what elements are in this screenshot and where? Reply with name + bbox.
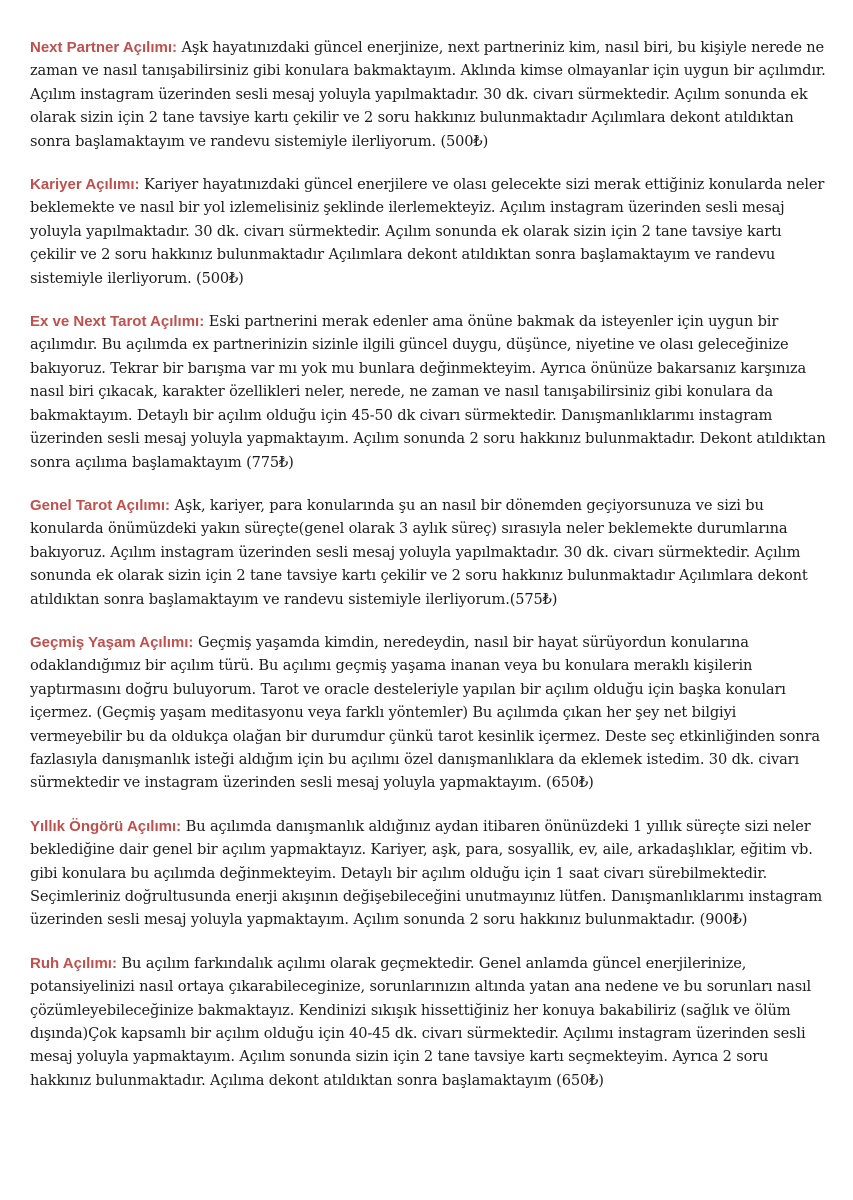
section-body: Aşk, kariyer, para konularında şu an nasıl bir dönemden geçiyorsunuza ve sizi bu konularda önümüzdeki yakın süreçte(genel olarak 3 aylık süreç) sırasıyla neler beklemekte durumlarına bakıyoruz. Açılım instagram üzerinden sesli mesaj yoluyla yapılmaktadır. 30 dk. civarı sürmektedir. Açılım sonunda ek olarak sizin için 2 tane tavsiye kartı çekilir ve 2 soru hakkınız bulunmaktadır Açılımlara dekont atıldıktan sonra başlamaktayım ve randevu sistemiyle ilerliyorum.(575₺) — [30, 496, 808, 608]
document-page — [30, 36, 830, 1112]
section-ruh — [30, 952, 830, 1092]
section-body: Aşk hayatınızdaki güncel enerjinize, next partneriniz kim, nasıl biri, bu kişiyle nerede ne zaman ve nasıl tanışabilirsiniz gibi konulara bakmaktayım. Aklında kimse olmayanlar için uygun bir açılımdır. Açılım instagram üzerinden sesli mesaj yoluyla yapılmaktadır. 30 dk. civarı sürmektedir. Açılım sonunda ek olarak sizin için 2 tane tavsiye kartı çekilir ve 2 soru hakkınız bulunmaktadır Açılımlara dekont atıldıktan sonra başlamaktayım ve randevu sistemiyle ilerliyorum. (500₺) — [30, 39, 826, 150]
section-title: Kariyer Açılımı: — [30, 176, 140, 194]
section-title: Yıllık Öngörü Açılımı: — [30, 817, 182, 835]
section-next-partner — [30, 36, 830, 153]
section-genel-tarot — [30, 494, 830, 611]
section-yillik-ongoru — [30, 815, 830, 932]
section-title: Geçmiş Yaşam Açılımı: — [30, 633, 194, 651]
section-body: Geçmiş yaşamda kimdin, neredeydin, nasıl bir hayat sürüyordun konularına odaklandığımız bir açılım türü. Bu açılımı geçmiş yaşama inanan veya bu konulara meraklı kişilerin yaptırmasını doğru buluyorum. Tarot ve oracle desteleriyle yapılan bir açılım olduğu için başka konuları içermez. (Geçmiş yaşam meditasyonu veya farklı yöntemler) Bu açılımda çıkan her şey net bilgiyi vermeyebilir bu da oldukça olağan bir durumdur çünkü tarot kesinlik içermez. Deste seç etkinliğinden sonra fazlasıyla danışmanlık isteği aldığım için bu açılımı özel danışmanlıklara da eklemek istedim. 30 dk. civarı sürmektedir ve instagram üzerinden sesli mesaj yoluyla yapmaktayım. (650₺) — [30, 633, 820, 792]
section-title: Genel Tarot Açılımı: — [30, 496, 171, 514]
section-body: Eski partnerini merak edenler ama önüne bakmak da isteyenler için uygun bir açılımdır. Bu açılımda ex partnerinizin sizinle ilgili güncel duygu, düşünce, niyetine ve olası geleceğinize bakıyoruz. Tekrar bir barışma var mı yok mu bunlara değinmekteyim. Ayrıca önünüze bakarsanız karşınıza nasıl biri çıkacak, karakter özellikleri neler, nerede, ne zaman ve nasıl tanışabilirsiniz gibi konulara da bakmaktayım. Detaylı bir açılım olduğu için 45-50 dk civarı sürmektedir. Danışmanlıklarımı instagram üzerinden sesli mesaj yoluyla yapmaktayım. Açılım sonunda 2 soru hakkınız bulunmaktadır. Dekont atıldıktan sonra açılıma başlamaktayım (775₺) — [30, 313, 826, 471]
section-kariyer — [30, 173, 830, 290]
section-title: Next Partner Açılımı: — [30, 39, 177, 56]
section-title: Ruh Açılımı: — [30, 954, 117, 972]
section-title: Ex ve Next Tarot Açılımı: — [30, 313, 205, 331]
section-body: Kariyer hayatınızdaki güncel enerjilere ve olası gelecekte sizi merak ettiğiniz konularda neler beklemekte ve nasıl bir yol izlemelisiniz şeklinde ilerlemekteyiz. Açılım instagram üzerinden sesli mesaj yoluyla yapılmaktadır. 30 dk. civarı sürmektedir. Açılım sonunda ek olarak sizin için 2 tane tavsiye kartı çekilir ve 2 soru hakkınız bulunmaktadır Açılımlara dekont atıldıktan sonra başlamaktayım ve randevu sistemiyle ilerliyorum. (500₺) — [30, 176, 825, 287]
section-body: Bu açılım farkındalık açılımı olarak geçmektedir. Genel anlamda güncel enerjilerinize, potansiyelinizi nasıl ortaya çıkarabileceginize, sorunlarınızın altında yatan ana nedene ve bu sorunları nasıl çözümleyebileceğinize bakmaktayız. Kendinizi sıkışık hissettiğiniz her konuya bakabiliriz (sağlık ve ölüm dışında)Çok kapsamlı bir açılım olduğu için 40-45 dk. civarı sürmektedir. Açılımı instagram üzerinden sesli mesaj yoluyla yapmaktayım. Açılım sonunda sizin için 2 tane tavsiye kartı seçmekteyim. Ayrıca 2 soru hakkınız bulunmaktadır. Açılıma dekont atıldıktan sonra başlamaktayım (650₺) — [30, 954, 812, 1089]
section-gecmis-yasam — [30, 631, 830, 795]
section-ex-next-tarot — [30, 310, 830, 474]
section-body: Bu açılımda danışmanlık aldığınız aydan itibaren önünüzdeki 1 yıllık süreçte sizi neler beklediğine dair genel bir açılım yapmaktayız. Kariyer, aşk, para, sosyallik, ev, aile, arkadaşlıklar, eğitim vb. gibi konulara bu açılımda değinmekteyim. Detaylı bir açılım olduğu için 1 saat civarı sürebilmektedir. Seçimleriniz doğrultusunda enerji akışının değişebileceğini unutmayınız lütfen. Danışmanlıklarımı instagram üzerinden sesli mesaj yoluyla yapmaktayım. Açılım sonunda 2 soru hakkınız bulunmaktadır. (900₺) — [30, 817, 823, 929]
